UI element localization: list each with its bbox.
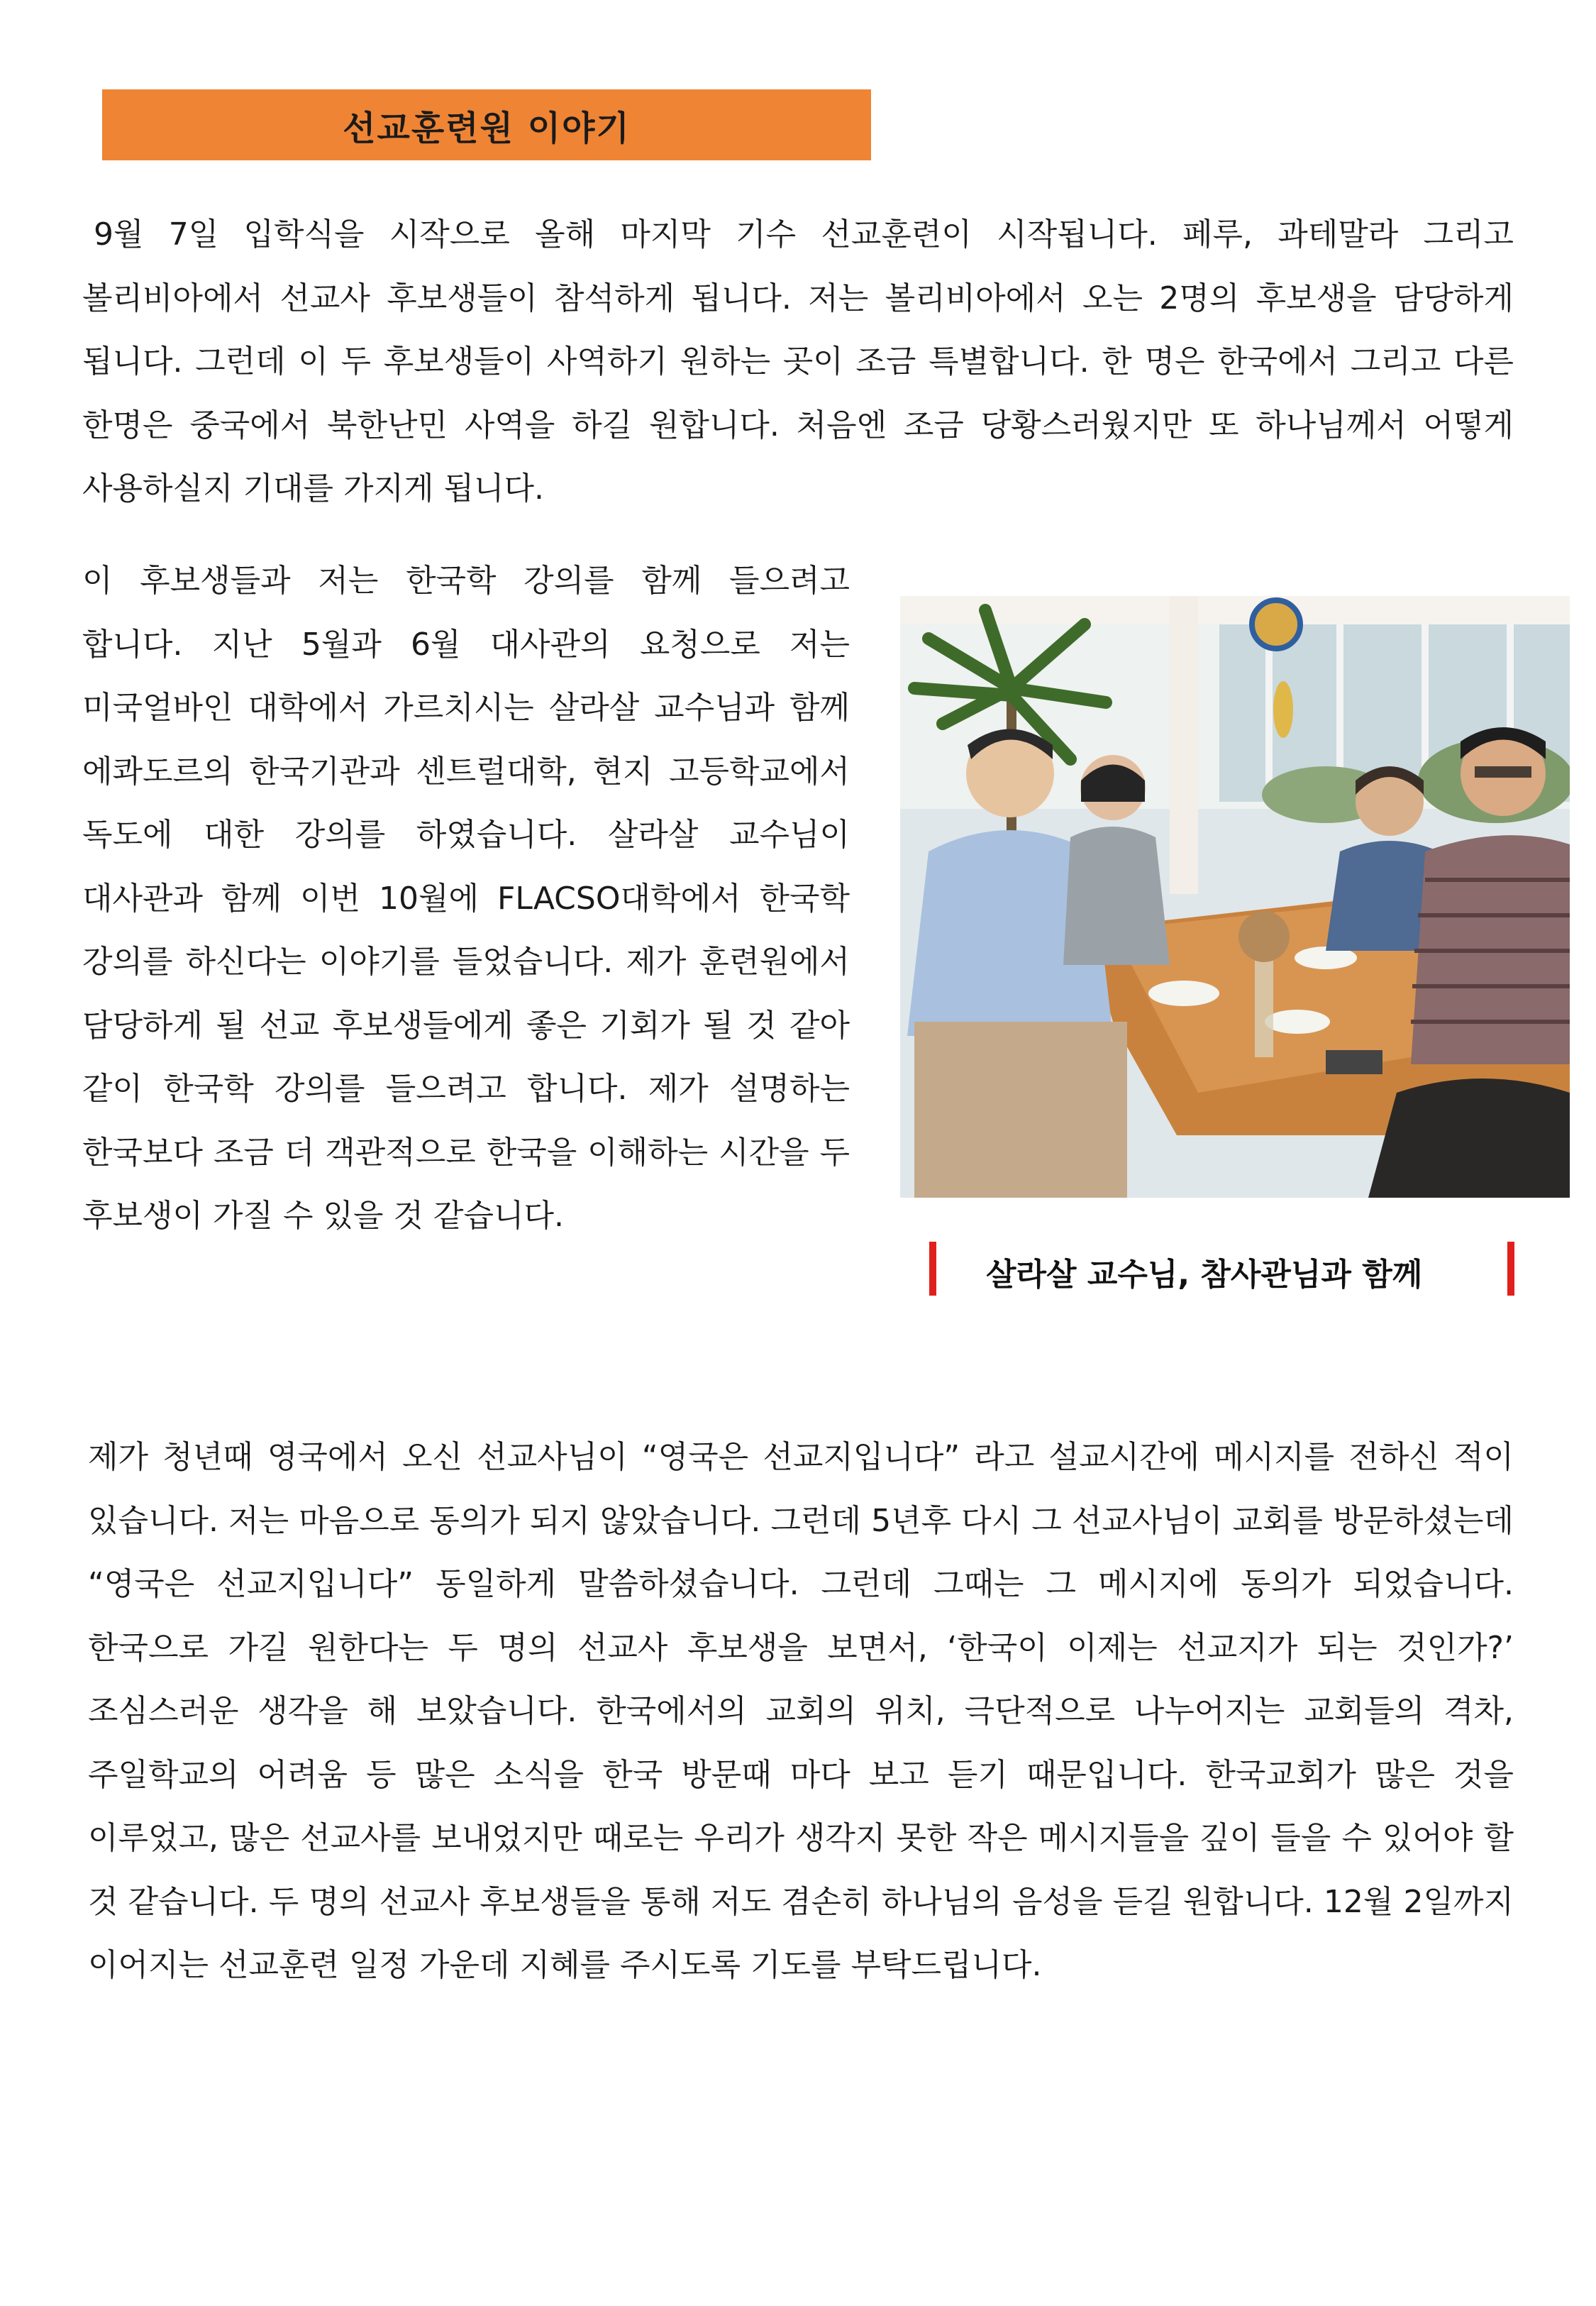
korean-studies-paragraph: 이 후보생들과 저는 한국학 강의를 함께 들으려고 합니다. 지난 5월과 6월 대사관의 요청으로 저는 미국얼바인 대학에서 가르치시는 살라살 교수님과 함께 에콰도르의 한국기관과 센트럴대학, 현지 고등학교에서 독도에 대한 강의를 하였습니다. 살라살 교수님이 대사관과 함께 이번 10월에 FLACSO대학에서 한국학 강의를 하신다는 이야기를 들었습니다. 제가 훈련원에서 담당하게 될 선교 후보생들에게 좋은 기회가 될 것 같아 같이 한국학 강의를 들으려고 합니다. 제가 설명하는 한국보다 조금 더 객관적으로 한국을 이해하는 시간을 두 후보생이 가질 수 있을 것 같습니다.: [82, 563, 850, 1234]
page-title: 선교훈련원 이야기: [343, 108, 631, 148]
restaurant-group-photo: [900, 596, 1570, 1198]
caption-right-bar: [1507, 1242, 1514, 1296]
intro-paragraph: 9월 7일 입학식을 시작으로 올해 마지막 기수 선교훈련이 시작됩니다. 페루, 과테말라 그리고 볼리비아에서 선교사 후보생들이 참석하게 됩니다. 저는 볼리비아에서 오는 2명의 후보생을 담당하게 됩니다. 그런데 이 두 후보생들이 사역하기 원하는 곳이 조금 특별합니다. 한 명은 한국에서 그리고 다른 한명은 중국에서 북한난민 사역을 하길 원합니다. 처음엔 조금 당황스러웠지만 또 하나님께서 어떻게 사용하실지 기대를 가지게 됩니다.: [82, 216, 1514, 507]
photo-caption: [929, 1239, 1514, 1298]
photo-illustration: [900, 596, 1570, 1198]
caption-left-bar: [929, 1242, 936, 1296]
title-banner: [102, 89, 871, 160]
reflection-paragraph: 제가 청년때 영국에서 오신 선교사님이 “영국은 선교지입니다” 라고 설교시간에 메시지를 전하신 적이 있습니다. 저는 마음으로 동의가 되지 않았습니다. 그런데 5년후 다시 그 선교사님이 교회를 방문하셨는데 “영국은 선교지입니다” 동일하게 말씀하셨습니다. 그런데 그때는 그 메시지에 동의가 되었습니다. 한국으로 가길 원한다는 두 명의 선교사 후보생을 보면서, ‘한국이 이제는 선교지가 되는 것인가?’ 조심스러운 생각을 해 보았습니다. 한국에서의 교회의 위치, 극단적으로 나누어지는 교회들의 격차, 주일학교의 어려움 등 많은 소식을 한국 방문때 마다 보고 듣기 때문입니다. 한국교회가 많은 것을 이루었고, 많은 선교사를 보내었지만 때로는 우리가 생각지 못한 작은 메시지들을 깊이 들을 수 있어야 할 것 같습니다. 두 명의 선교사 후보생들을 통해 저도 겸손히 하나님의 음성을 듣길 원합니다. 12월 2일까지 이어지는 선교훈련 일정 가운데 지혜를 주시도록 기도를 부탁드립니다.: [88, 1439, 1514, 1983]
caption-text: 살라살 교수님, 참사관님과 함께: [986, 1257, 1423, 1293]
